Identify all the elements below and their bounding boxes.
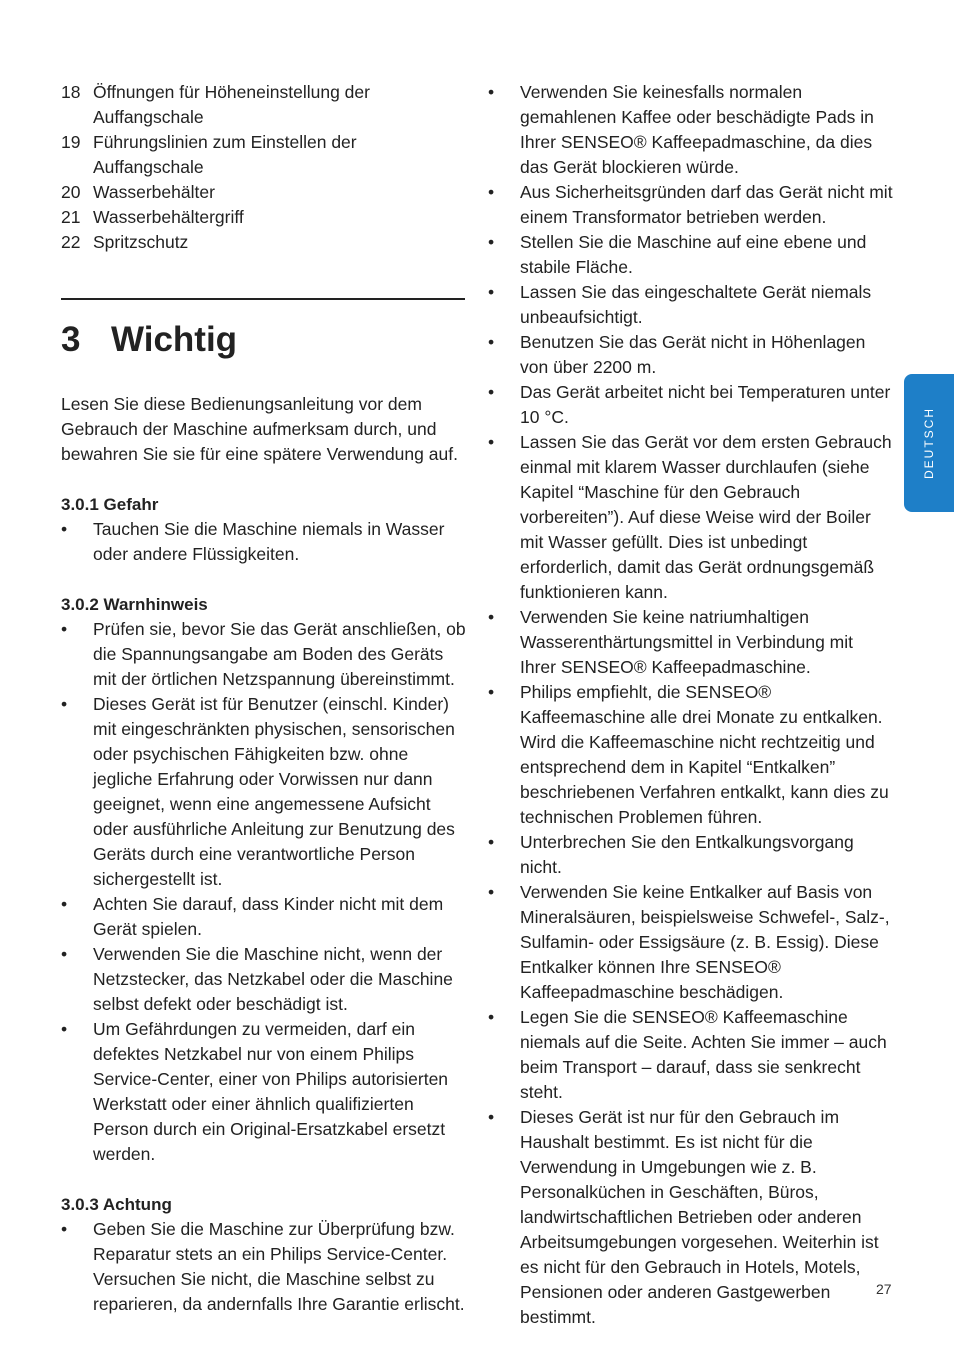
bullet-item: • Unterbrechen Sie den Entkalkungsvorgang nicht. bbox=[488, 832, 854, 877]
bullet-item: • Lassen Sie das Gerät vor dem ersten Gebrauch einmal mit klarem Wasser durchlaufen (siehe Kapitel “Maschine für den Gebrauch vorbereiten”). Auf diese Weise wird der Boiler mit Wasser gefüllt. Dies ist unbedingt erforderlich, damit das Gerät ordnungsgemäß funktionieren kann. bbox=[488, 432, 892, 602]
list-item: 19 Führungslinien zum Einstellen der Auffangschale bbox=[61, 132, 357, 177]
section-title: Wichtig bbox=[111, 320, 238, 359]
bullet-item: • Philips empfiehlt, die SENSEO® Kaffeemaschine alle drei Monate zu entkalken. Wird die Kaffeemaschine nicht rechtzeitig und entsprechend dem in Kapitel “Entkalken” beschriebenen Verfahren entkalkt, kann dies zu technischen Problemen führen. bbox=[488, 682, 889, 827]
list-item: 20 Wasserbehälter bbox=[61, 182, 215, 202]
bullet-item: • Verwenden Sie keine natriumhaltigen Wasserenthärtungsmittel in Verbindung mit Ihrer SENSEO® Kaffeepadmaschine. bbox=[488, 607, 853, 677]
bullet-item: • Verwenden Sie die Maschine nicht, wenn der Netzstecker, das Netzkabel oder die Maschine selbst defekt oder beschädigt ist. bbox=[61, 944, 453, 1014]
bullet-item: • Das Gerät arbeitet nicht bei Temperaturen unter 10 °C. bbox=[488, 382, 891, 427]
bullet-item: • Verwenden Sie keinesfalls normalen gemahlenen Kaffee oder beschädigte Pads in Ihrer SENSEO® Kaffeepadmaschine, da dies das Gerät blockieren würde. bbox=[488, 82, 874, 177]
section-divider bbox=[61, 298, 465, 300]
bullet-item: • Dieses Gerät ist für Benutzer (einschl. Kinder) mit eingeschränkten physischen, sensorischen oder psychischen Fähigkeiten bzw. ohne jegliche Erfahrung oder Vorwissen nur dann geeignet, wenn eine angemessene Aufsicht oder ausführliche Anleitung zur Benutzung des Geräts durch eine verantwortliche Person sichergestellt ist. bbox=[61, 694, 455, 889]
bullet-item: • Tauchen Sie die Maschine niemals in Wasser oder andere Flüssigkeiten. bbox=[61, 519, 445, 564]
language-tab-label: DEUTSCH bbox=[922, 406, 936, 480]
subheading-warnhinweis: 3.0.2 Warnhinweis bbox=[61, 595, 208, 614]
bullet-item: • Lassen Sie das eingeschaltete Gerät niemals unbeaufsichtigt. bbox=[488, 282, 872, 327]
subheading-achtung: 3.0.3 Achtung bbox=[61, 1195, 172, 1214]
bullet-item: • Stellen Sie die Maschine auf eine ebene und stabile Fläche. bbox=[488, 232, 867, 277]
list-item: 22 Spritzschutz bbox=[61, 232, 189, 252]
language-tab bbox=[904, 374, 954, 512]
page-number: 27 bbox=[876, 1281, 892, 1297]
bullet-item: • Benutzen Sie das Gerät nicht in Höhenlagen von über 2200 m. bbox=[488, 332, 866, 377]
bullet-item: • Verwenden Sie keine Entkalker auf Basis von Mineralsäuren, beispielsweise Schwefel-, Salz-, Sulfamin- oder Essigsäure (z. B. Essig). Diese Entkalker können Ihre SENSEO® Kaffeepadmaschine beschädigen. bbox=[488, 882, 890, 1002]
section-heading bbox=[61, 318, 466, 362]
bullet-item: • Legen Sie die SENSEO® Kaffeemaschine niemals auf die Seite. Achten Sie immer – auch beim Transport – darauf, dass sie senkrecht steht. bbox=[488, 1007, 887, 1102]
parts-list bbox=[61, 80, 466, 255]
subheading-gefahr: 3.0.1 Gefahr bbox=[61, 495, 159, 514]
section-number: 3 bbox=[61, 320, 81, 359]
left-column bbox=[61, 80, 466, 1317]
bullet-item: • Achten Sie darauf, dass Kinder nicht mit dem Gerät spielen. bbox=[61, 894, 444, 939]
right-column bbox=[488, 80, 893, 1330]
list-item: 18 Öffnungen für Höheneinstellung der Auffangschale bbox=[61, 82, 370, 127]
bullet-item: • Dieses Gerät ist nur für den Gebrauch im Haushalt bestimmt. Es ist nicht für die Verwendung in Umgebungen wie z. B. Personalküchen in Geschäften, Büros, landwirtschaftlichen Betrieben oder anderen Arbeitsumgebungen vorgesehen. Weiterhin ist es nicht für den Gebrauch in Hotels, Motels, Pensionen oder anderen Gastgewerben bestimmt. bbox=[488, 1107, 879, 1327]
bullet-item: • Aus Sicherheitsgründen darf das Gerät nicht mit einem Transformator betrieben werden. bbox=[488, 182, 893, 227]
bullet-item: • Um Gefährdungen zu vermeiden, darf ein defektes Netzkabel nur von einem Philips Service-Center, einer von Philips autorisierten Werkstatt oder einer ähnlich qualifizierten Person durch ein Original-Ersatzkabel ersetzt werden. bbox=[61, 1019, 449, 1164]
list-item: 21 Wasserbehältergriff bbox=[61, 207, 244, 227]
intro-paragraph: Lesen Sie diese Bedienungsanleitung vor dem Gebrauch der Maschine aufmerksam durch, und bewahren Sie sie für eine spätere Verwendung auf. bbox=[61, 394, 458, 464]
bullet-item: • Prüfen sie, bevor Sie das Gerät anschließen, ob die Spannungsangabe am Boden des Geräts mit der örtlichen Netzspannung übereinstimmt. bbox=[61, 619, 466, 689]
bullet-item: • Geben Sie die Maschine zur Überprüfung bzw. Reparatur stets an ein Philips Service-Center. Versuchen Sie nicht, die Maschine selbst zu reparieren, da andernfalls Ihre Garantie erlischt. bbox=[61, 1219, 465, 1314]
